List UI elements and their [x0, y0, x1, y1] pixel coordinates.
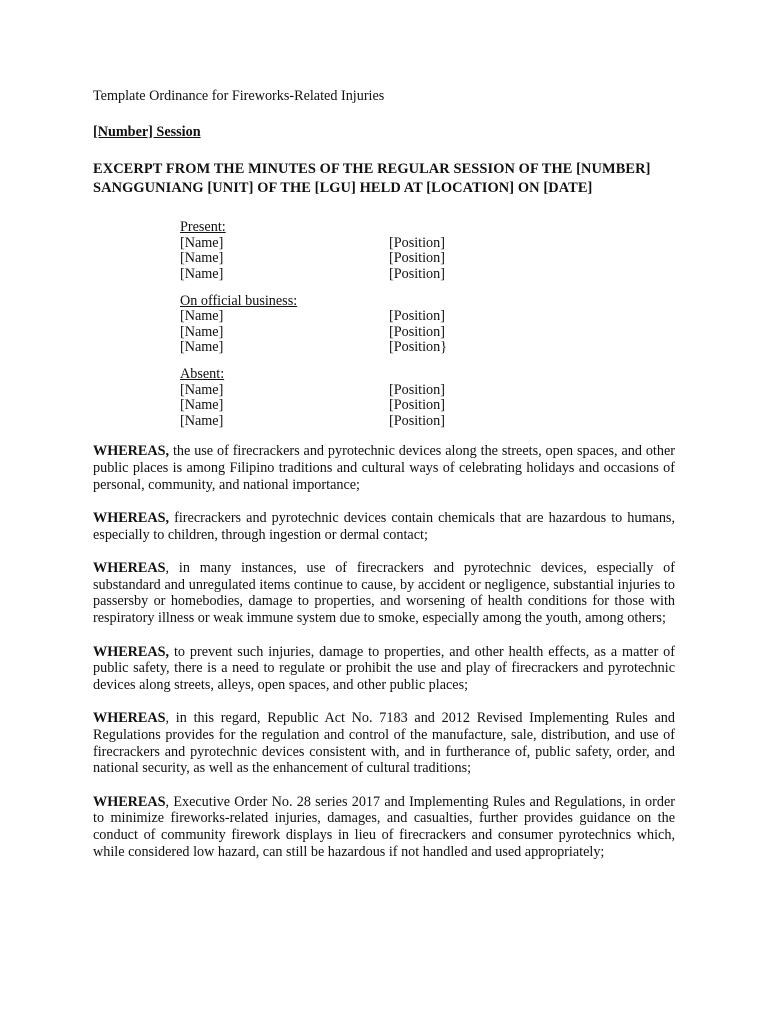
- attendance-group-present: [180, 219, 580, 281]
- whereas-text: to prevent such injuries, damage to properties, and other health effects, as a matter of public safety, there is a need to regulate or prohibit the use and play of firecrackers and pyrotechnic devices along streets, alleys, open spaces, and other public places;: [93, 643, 675, 693]
- attendance-row: [180, 324, 580, 340]
- whereas-lead: WHEREAS,: [93, 510, 170, 527]
- member-position: [Position]: [389, 381, 445, 398]
- member-position: [Position]: [389, 250, 445, 267]
- whereas-text: firecrackers and pyrotechnic devices contain chemicals that are hazardous to humans, especially to children, through ingestion or dermal contact;: [93, 510, 675, 543]
- member-name: [Name]: [180, 265, 224, 282]
- whereas-lead: WHEREAS: [93, 710, 166, 727]
- attendance-list: [180, 219, 580, 428]
- member-name: [Name]: [180, 323, 224, 340]
- document-title: Template Ordinance for Fireworks-Related Injuries: [93, 88, 385, 104]
- attendance-row: [180, 382, 580, 398]
- member-name: [Name]: [180, 250, 224, 267]
- whereas-text: the use of firecrackers and pyrotechnic devices along the streets, open spaces, and other public places is among Filipino traditions and cultural ways of celebrating holidays and occasions of personal, community, and national importance;: [93, 443, 675, 493]
- attendance-heading: Present:: [180, 219, 226, 236]
- whereas-clauses: [93, 443, 675, 860]
- attendance-row: [180, 308, 580, 324]
- member-position: [Position]: [389, 234, 445, 251]
- whereas-lead: WHEREAS: [93, 560, 166, 577]
- member-name: [Name]: [180, 381, 224, 398]
- whereas-text: , in many instances, use of firecrackers and pyrotechnic devices, especially of substandard and unregulated items continue to cause, by accident or negligence, substantial injuries to passersby or homebodies, damage to properties, and worsening of health conditions for those with respiratory illness or weak immune system due to smoke, especially among the youth, among others;: [93, 560, 675, 627]
- member-name: [Name]: [180, 308, 224, 325]
- whereas-lead: WHEREAS,: [93, 643, 170, 660]
- member-position: [Position]: [389, 323, 445, 340]
- member-name: [Name]: [180, 412, 224, 429]
- whereas-lead: WHEREAS,: [93, 443, 170, 460]
- attendance-heading: Absent:: [180, 365, 225, 382]
- member-position: [Position]: [389, 308, 445, 325]
- whereas-lead: WHEREAS: [93, 793, 166, 810]
- attendance-heading: On official business:: [180, 292, 298, 309]
- member-position: [Position]: [389, 397, 445, 414]
- member-name: [Name]: [180, 339, 224, 356]
- document-page: [93, 88, 675, 877]
- attendance-row: [180, 250, 580, 266]
- attendance-group-official-business: [180, 293, 580, 355]
- whereas-clause: [93, 443, 675, 493]
- whereas-text: , in this regard, Republic Act No. 7183 and 2012 Revised Implementing Rules and Regulations provides for the regulation and control of the manufacture, sale, distribution, and use of firecrackers and pyrotechnic devices consistent with, and in furtherance of, public safety, order, and national security, as well as the enhancement of cultural traditions;: [93, 710, 675, 777]
- session-heading: [Number] Session: [93, 123, 201, 140]
- attendance-row: [180, 266, 580, 282]
- attendance-row: [180, 235, 580, 251]
- attendance-row: [180, 413, 580, 429]
- attendance-row: [180, 397, 580, 413]
- member-name: [Name]: [180, 234, 224, 251]
- attendance-group-absent: [180, 366, 580, 428]
- member-position: [Position]: [389, 265, 445, 282]
- whereas-clause: [93, 644, 675, 694]
- whereas-clause: [93, 794, 675, 860]
- whereas-clause: [93, 710, 675, 776]
- whereas-clause: [93, 560, 675, 626]
- excerpt-heading: EXCERPT FROM THE MINUTES OF THE REGULAR SESSION OF THE [NUMBER] SANGGUNIANG [UNIT] OF THE [LGU] HELD AT [LOCATION] ON [DATE]: [93, 161, 651, 197]
- attendance-row: [180, 339, 580, 355]
- whereas-text: , Executive Order No. 28 series 2017 and Implementing Rules and Regulations, in order to minimize fireworks-related injuries, damages, and casualties, further provides guidance on the conduct of community firework displays in lieu of firecrackers and consumer pyrotechnics which, while considered low hazard, can still be hazardous if not handled and used appropriately;: [93, 793, 675, 860]
- member-position: [Position]: [389, 412, 445, 429]
- member-position: [Position}: [389, 339, 448, 356]
- member-name: [Name]: [180, 397, 224, 414]
- whereas-clause: [93, 510, 675, 543]
